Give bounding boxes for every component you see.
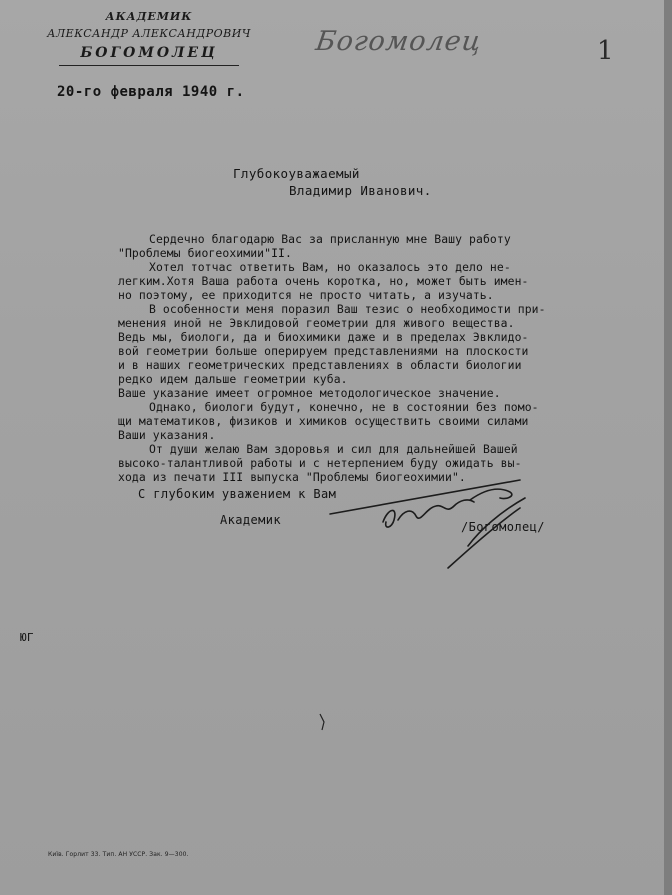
body-line: но поэтому, ее приходится не просто читать, а изучать. <box>118 288 494 302</box>
body-line: легким.Хотя Ваша работа очень коротка, но, может быть имен- <box>118 274 529 288</box>
greeting-line-1: Глубокоуважаемый <box>233 166 360 181</box>
letterhead-title: АКАДЕМИК <box>105 10 193 23</box>
body-line: Хотел тотчас ответить Вам, но оказалось это дело не- <box>149 260 511 274</box>
letterhead-surname: БОГОМОЛЕЦ <box>80 45 218 61</box>
closing-phrase: С глубоким уважением к Вам <box>138 487 337 501</box>
body-line: и в наших геометрических представлениях в области биологии <box>118 358 522 372</box>
body-line: щи математиков, физиков и химиков осуществить своими силами <box>118 414 529 428</box>
letter-date: 20-го февраля 1940 г. <box>57 84 245 100</box>
greeting-line-2: Владимир Иванович. <box>289 183 432 198</box>
body-line: "Проблемы биогеохимии"II. <box>118 246 292 260</box>
body-line: менения иной не Эвклидовой геометрии для живого вещества. <box>118 316 515 330</box>
letterhead-name: АЛЕКСАНДР АЛЕКСАНДРОВИЧ <box>47 27 251 40</box>
body-line: редко идем дальше геометрии куба. <box>118 372 348 386</box>
body-line: Однако, биологи будут, конечно, не в состоянии без помо- <box>149 400 539 414</box>
body-line: Ваши указания. <box>118 428 216 442</box>
printer-imprint: Київ. Горлит 33. Тип. АН УССР. Зак. 9—300. <box>48 851 189 858</box>
signature-name: /Богомолец/ <box>461 520 545 534</box>
body-line: Сердечно благодарю Вас за присланную мне Вашу работу <box>149 232 511 246</box>
body-line: Ведь мы, биологи, да и биохимики даже и в пределах Эвклидо- <box>118 330 529 344</box>
body-line: Ваше указание имеет огромное методологическое значение. <box>118 386 501 400</box>
body-line: От души желаю Вам здоровья и сил для дальнейшей Вашей <box>149 442 518 456</box>
academic-label: Академик <box>220 513 281 527</box>
typist-initials: ЮГ <box>20 631 34 644</box>
body-line: В особенности меня поразил Ваш тезис о необходимости при- <box>149 302 546 316</box>
body-line: вой геометрии больше оперируем представлениями на плоскости <box>118 344 529 358</box>
handwritten-annotation: Богомолец <box>313 26 484 57</box>
body-line: высоко-талантливой работы и с нетерпением буду ожидать вы- <box>118 456 522 470</box>
page-number: 1 <box>597 36 614 66</box>
body-line: хода из печати III выпуска "Проблемы биогеохимии". <box>118 470 466 484</box>
